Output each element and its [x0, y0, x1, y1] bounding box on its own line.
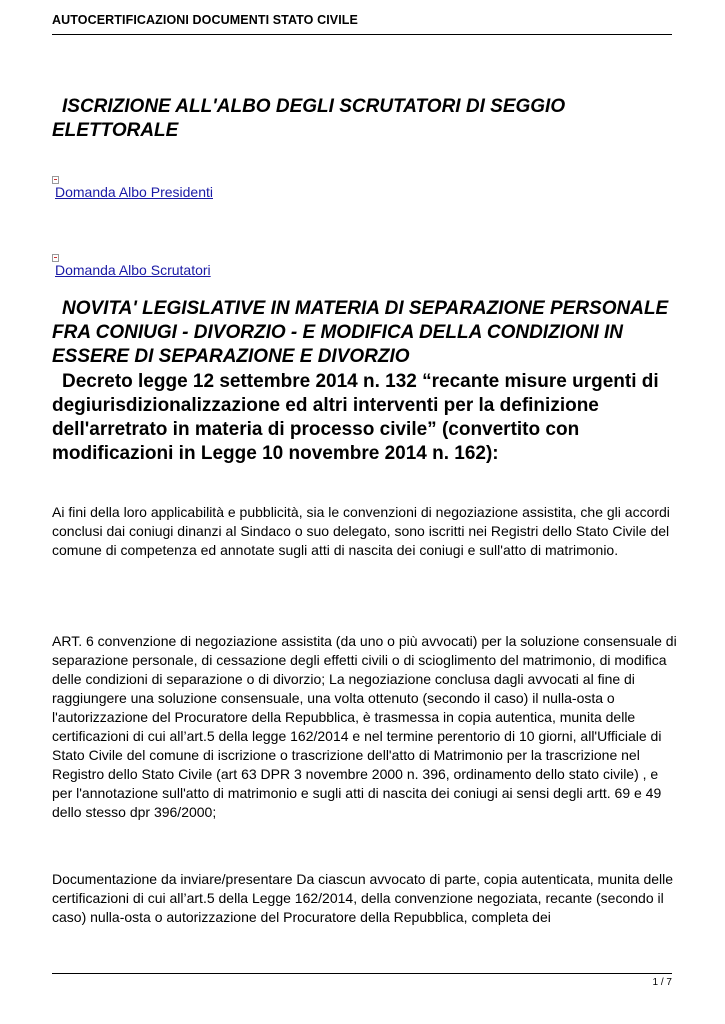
paragraph-intro: Ai fini della loro applicabilità e pubblicità, sia le convenzioni di negoziazione assistita, che gli accordi conclusi dai coniugi dinanzi al Sindaco o suo delegato, sono iscritti nei Registri dello Stato Civile del comune di competenza ed annotate sugli atti di nascita dei coniugi e sull'atto di matrimonio.	[52, 504, 670, 558]
file-icon	[52, 254, 59, 262]
page-number: 1 / 7	[652, 977, 672, 988]
decree-heading: Decreto legge 12 settembre 2014 n. 132 “recante misure urgenti di degiurisdizionalizzazione ed altri interventi per la definizione dell'arretrato in materia di processo civile” (convertito con modificazioni in Legge 10 novembre 2014 n. 162):	[52, 371, 659, 464]
link-row-presidenti	[52, 176, 213, 202]
section-title-novita: NOVITA' LEGISLATIVE IN MATERIA DI SEPARAZIONE PERSONALE FRA CONIUGI - DIVORZIO - E MODIFICA DELLA CONDIZIONI IN ESSERE DI SEPARAZIONE E DIVORZIO	[52, 298, 669, 367]
paragraph-art6: ART. 6 convenzione di negoziazione assistita (da uno o più avvocati) per la soluzione consensuale di separazione personale, di cessazione degli effetti civili o di scioglimento del matrimonio, di modifica delle condizioni di separazione o di divorzio; La negoziazione conclusa dagli avvocati al fine di raggiungere una soluzione consensuale, una volta ottenuto (secondo il caso) il nulla-osta o l'autorizzazione del Procuratore della Repubblica, è trasmessa in copia autentica, munita delle certificazioni di cui all’art.5 della legge 162/2014 e nel termine perentorio di 10 giorni, all'Ufficiale di Stato Civile del comune di iscrizione o trascrizione dell'atto di Matrimonio per la trascrizione nel Registro dello Stato Civile (art 63 DPR 3 novembre 2000 n. 396, ordinamento dello stato civile) , e per l'annotazione sull'atto di matrimonio e sugli atti di nascita dei coniugi ai sensi degli artt. 69 e 49 dello stesso dpr 396/2000;	[52, 633, 677, 820]
page-header: AUTOCERTIFICAZIONI DOCUMENTI STATO CIVILE	[52, 13, 672, 35]
section-title-albo: ISCRIZIONE ALL'ALBO DEGLI SCRUTATORI DI SEGGIO ELETTORALE	[52, 96, 566, 141]
link-row-scrutatori	[52, 254, 211, 280]
file-icon	[52, 176, 59, 184]
page-footer	[52, 973, 672, 988]
paragraph-documentazione: Documentazione da inviare/presentare Da ciascun avvocato di parte, copia autenticata, munita delle certificazioni di cui all’art.5 della Legge 162/2014, della convenzione negoziata, recante (secondo il caso) nulla-osta o autorizzazione del Procuratore della Repubblica, completa dei	[52, 871, 674, 925]
domanda-albo-scrutatori-link[interactable]: Domanda Albo Scrutatori	[55, 262, 211, 278]
domanda-albo-presidenti-link[interactable]: Domanda Albo Presidenti	[55, 184, 213, 200]
